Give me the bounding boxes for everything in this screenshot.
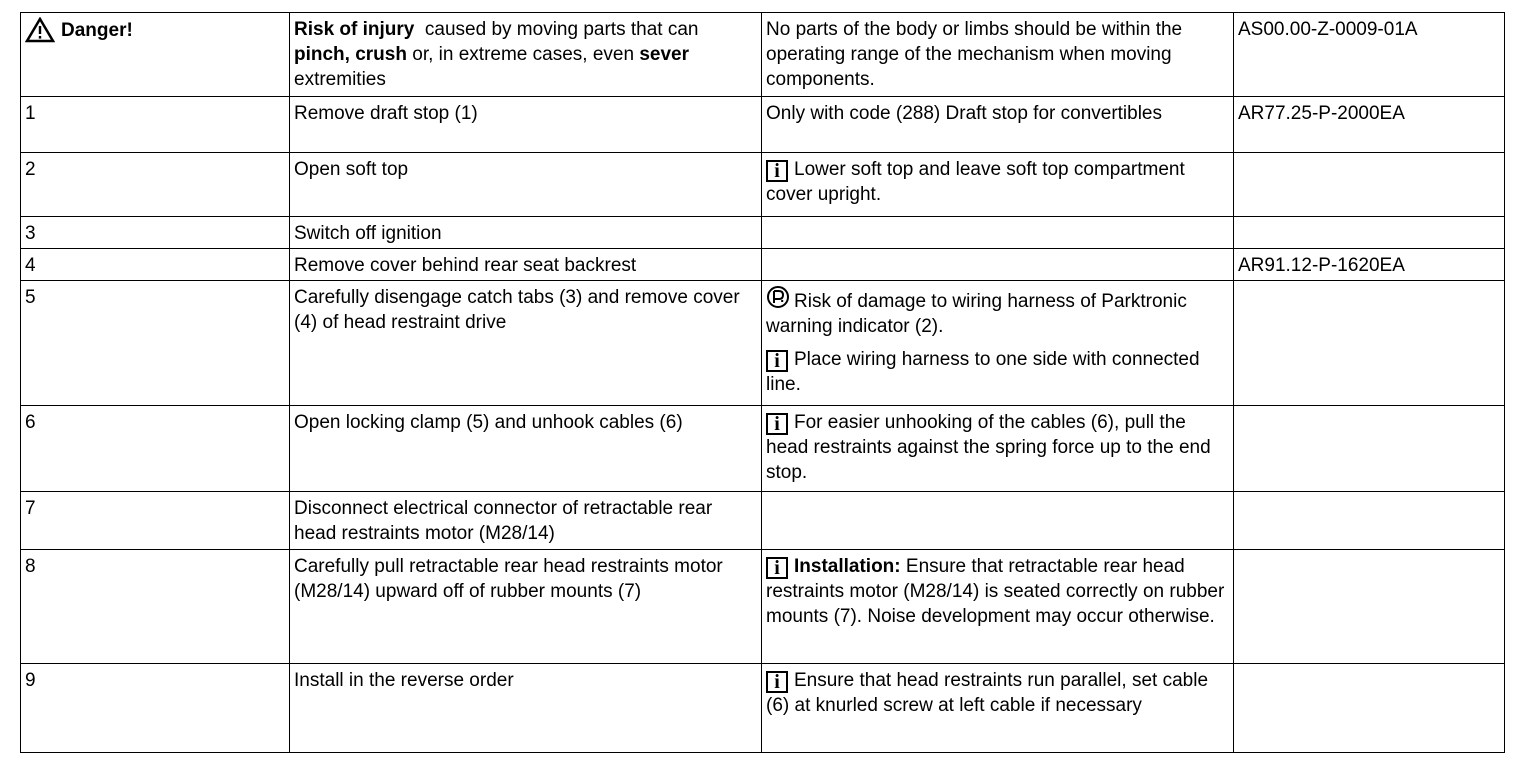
step-action: Open locking clamp (5) and unhook cables (6) bbox=[290, 406, 762, 492]
info-icon: i bbox=[766, 671, 788, 693]
step-action: Remove draft stop (1) bbox=[290, 97, 762, 153]
step-reference bbox=[1234, 406, 1505, 492]
table-row bbox=[21, 492, 1505, 550]
step-number: 2 bbox=[21, 153, 290, 217]
damage-risk-icon bbox=[766, 285, 790, 309]
table-row bbox=[21, 550, 1505, 664]
note-bold-label: Installation: bbox=[794, 556, 901, 577]
step-note bbox=[762, 492, 1234, 550]
danger-cell bbox=[21, 13, 290, 97]
step-number: 3 bbox=[21, 217, 290, 249]
step-action: Remove cover behind rear seat backrest bbox=[290, 249, 762, 281]
step-note bbox=[762, 281, 1234, 406]
step-action: Install in the reverse order bbox=[290, 664, 762, 753]
step-number: 9 bbox=[21, 664, 290, 753]
danger-row bbox=[21, 13, 1505, 97]
step-number: 4 bbox=[21, 249, 290, 281]
table-row bbox=[21, 664, 1505, 753]
info-icon: i bbox=[766, 413, 788, 435]
note-info-text: Place wiring harness to one side with connected line. bbox=[766, 349, 1200, 395]
risk-text-3: extremities bbox=[294, 44, 695, 90]
note-info-text: Ensure that retractable rear head restraints motor (M28/14) is seated correctly on rubber mounts (7). Noise development may occur otherwise. bbox=[766, 556, 1230, 627]
step-note bbox=[762, 664, 1234, 753]
table-row bbox=[21, 153, 1505, 217]
danger-label: Danger! bbox=[61, 19, 133, 41]
step-reference bbox=[1234, 281, 1505, 406]
table-row bbox=[21, 217, 1505, 249]
step-note bbox=[762, 406, 1234, 492]
step-note: Only with code (288) Draft stop for convertibles bbox=[762, 97, 1234, 153]
step-action: Open soft top bbox=[290, 153, 762, 217]
step-note bbox=[762, 153, 1234, 217]
step-number: 5 bbox=[21, 281, 290, 406]
warning-triangle-icon bbox=[25, 17, 55, 43]
risk-bold-3: sever bbox=[639, 44, 689, 65]
step-number: 7 bbox=[21, 492, 290, 550]
step-reference bbox=[1234, 153, 1505, 217]
step-reference bbox=[1234, 492, 1505, 550]
table-row bbox=[21, 281, 1505, 406]
step-action: Switch off ignition bbox=[290, 217, 762, 249]
risk-bold: Risk of injury bbox=[294, 19, 415, 40]
step-action: Carefully pull retractable rear head restraints motor (M28/14) upward off of rubber mounts (7) bbox=[290, 550, 762, 664]
step-action: Carefully disengage catch tabs (3) and remove cover (4) of head restraint drive bbox=[290, 281, 762, 406]
step-reference bbox=[1234, 550, 1505, 664]
step-reference: AR91.12-P-1620EA bbox=[1234, 249, 1505, 281]
reference-cell: AS00.00-Z-0009-01A bbox=[1234, 13, 1505, 97]
table-row bbox=[21, 249, 1505, 281]
risk-bold-2: pinch, crush bbox=[294, 44, 407, 65]
note-info-text: Lower soft top and leave soft top compartment cover upright. bbox=[766, 159, 1185, 205]
note-info-text: Ensure that head restraints run parallel, set cable (6) at knurled screw at left cable if necessary bbox=[766, 670, 1209, 716]
info-note bbox=[766, 347, 1227, 397]
step-number: 6 bbox=[21, 406, 290, 492]
risk-text-1: caused by moving parts that can bbox=[414, 19, 704, 40]
risk-cell bbox=[290, 13, 762, 97]
note-info-text: For easier unhooking of the cables (6), pull the head restraints against the spring force up to the end stop. bbox=[766, 412, 1211, 483]
step-reference bbox=[1234, 217, 1505, 249]
step-number: 8 bbox=[21, 550, 290, 664]
advice-cell: No parts of the body or limbs should be within the operating range of the mechanism when moving components. bbox=[762, 13, 1234, 97]
step-note bbox=[762, 249, 1234, 281]
table-row bbox=[21, 406, 1505, 492]
step-number: 1 bbox=[21, 97, 290, 153]
step-note bbox=[762, 550, 1234, 664]
step-reference: AR77.25-P-2000EA bbox=[1234, 97, 1505, 153]
procedure-table bbox=[20, 12, 1505, 753]
info-icon: i bbox=[766, 557, 788, 579]
step-reference bbox=[1234, 664, 1505, 753]
table-row bbox=[21, 97, 1505, 153]
info-icon: i bbox=[766, 350, 788, 372]
note-damage-text: Risk of damage to wiring harness of Parktronic warning indicator (2). bbox=[766, 291, 1187, 337]
risk-text-2: or, in extreme cases, even bbox=[406, 44, 640, 65]
step-action: Disconnect electrical connector of retractable rear head restraints motor (M28/14) bbox=[290, 492, 762, 550]
info-icon: i bbox=[766, 160, 788, 182]
damage-note bbox=[766, 285, 1227, 339]
step-note bbox=[762, 217, 1234, 249]
